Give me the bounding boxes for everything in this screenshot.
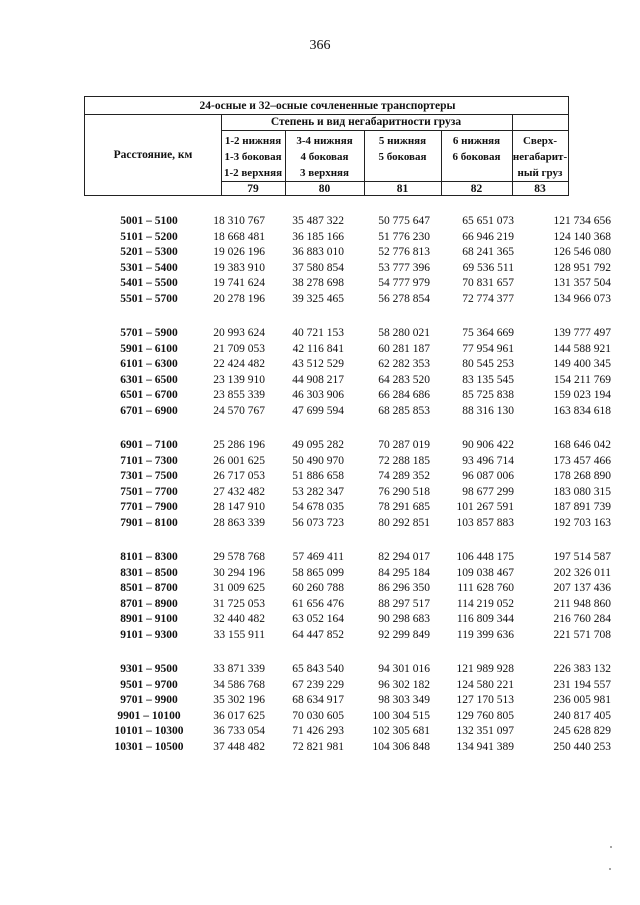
table-row — [0, 598, 640, 612]
tariff-value: 54 678 035 — [292, 501, 344, 514]
tariff-value: 36 017 625 — [213, 709, 265, 722]
distance-range: 9501 – 9700 — [120, 678, 178, 691]
distance-range: 5101 – 5200 — [120, 230, 178, 243]
table-row — [0, 679, 640, 693]
tariff-value: 22 424 482 — [213, 358, 265, 371]
tariff-value: 121 734 656 — [553, 215, 611, 227]
tariff-value: 128 951 792 — [553, 261, 611, 274]
tariff-value: 154 211 769 — [553, 373, 611, 386]
tariff-value: 75 364 669 — [462, 327, 514, 339]
column-header-79: 1-2 нижняя 1-3 боковая 1-2 верхняя — [223, 135, 283, 179]
tariff-value: 56 278 854 — [378, 293, 430, 305]
tariff-value: 173 457 466 — [553, 454, 611, 467]
table-row — [0, 262, 640, 276]
tariff-value: 93 496 714 — [462, 454, 514, 467]
tariff-value: 50 490 970 — [292, 454, 344, 467]
table-row — [0, 663, 640, 677]
tariff-value: 144 588 921 — [553, 342, 611, 355]
tariff-value: 26 001 625 — [213, 454, 265, 467]
distance-range: 5401 – 5500 — [120, 277, 178, 290]
table-row — [0, 567, 640, 581]
tariff-value: 231 194 557 — [553, 678, 611, 691]
tariff-value: 37 448 482 — [213, 741, 265, 753]
distance-range: 8701 – 8900 — [120, 597, 178, 610]
tariff-value: 50 775 647 — [378, 215, 430, 227]
tariff-value: 29 578 768 — [213, 551, 265, 563]
table-row — [0, 405, 640, 419]
tariff-value: 127 170 513 — [456, 694, 514, 707]
tariff-value: 149 400 345 — [553, 358, 611, 371]
tariff-value: 80 292 851 — [378, 517, 430, 529]
tariff-value: 38 278 698 — [292, 277, 344, 290]
table-row — [0, 358, 640, 372]
column-header-80: 3-4 нижняя 4 боковая 3 верхняя — [296, 135, 353, 179]
tariff-value: 65 651 073 — [462, 215, 514, 227]
tariff-value: 32 440 482 — [213, 613, 265, 626]
tariff-value: 96 302 182 — [378, 678, 430, 691]
scan-speck — [610, 846, 612, 848]
tariff-value: 132 351 097 — [456, 725, 514, 738]
tariff-value: 62 282 353 — [378, 358, 430, 371]
tariff-value: 92 299 849 — [378, 629, 430, 641]
header-divider — [221, 181, 568, 182]
column-header-82: 6 нижняя 6 боковая — [452, 135, 501, 163]
distance-range: 8101 – 8300 — [120, 551, 178, 563]
distance-range: 7901 – 8100 — [120, 517, 178, 529]
tariff-value: 94 301 016 — [378, 663, 430, 675]
tariff-value: 63 052 164 — [292, 613, 344, 626]
tariff-value: 84 295 184 — [378, 566, 430, 579]
tariff-value: 28 863 339 — [213, 517, 265, 529]
tariff-value: 68 285 853 — [378, 405, 430, 417]
tariff-value: 39 325 465 — [292, 293, 344, 305]
tariff-value: 57 469 411 — [292, 551, 344, 563]
tariff-value: 178 268 890 — [553, 470, 611, 483]
tariff-value: 21 709 053 — [213, 342, 265, 355]
tariff-value: 74 289 352 — [378, 470, 430, 483]
tariff-value: 207 137 436 — [553, 582, 611, 595]
tariff-value: 60 281 187 — [378, 342, 430, 355]
tariff-value: 129 760 805 — [456, 709, 514, 722]
tariff-value: 37 580 854 — [292, 261, 344, 274]
tariff-value: 71 426 293 — [292, 725, 344, 738]
tariff-value: 24 570 767 — [213, 405, 265, 417]
tariff-value: 70 831 657 — [462, 277, 514, 290]
tariff-value: 192 703 163 — [553, 517, 611, 529]
tariff-value: 202 326 011 — [553, 566, 611, 579]
table-row — [0, 455, 640, 469]
tariff-value: 36 185 166 — [292, 230, 344, 243]
tariff-value: 102 305 681 — [372, 725, 430, 738]
header-divider — [85, 114, 568, 115]
tariff-value: 126 546 080 — [553, 246, 611, 259]
distance-range: 5301 – 5400 — [120, 261, 178, 274]
column-header-83: Сверх- негабарит- ный груз — [512, 135, 568, 179]
tariff-value: 28 147 910 — [213, 501, 265, 514]
distance-range: 8501 – 8700 — [120, 582, 178, 595]
tariff-value: 96 087 006 — [462, 470, 514, 483]
tariff-value: 34 586 768 — [213, 678, 265, 691]
tariff-value: 139 777 497 — [553, 327, 611, 339]
column-number: 82 — [470, 183, 483, 195]
table-row — [0, 725, 640, 739]
tariff-value: 64 283 520 — [378, 373, 430, 386]
tariff-value: 36 883 010 — [292, 246, 344, 259]
tariff-value: 70 030 605 — [292, 709, 344, 722]
distance-range: 9101 – 9300 — [120, 629, 178, 641]
tariff-value: 19 383 910 — [213, 261, 265, 274]
tariff-value: 66 946 219 — [462, 230, 514, 243]
distance-range: 7501 – 7700 — [120, 485, 178, 498]
tariff-value: 60 260 788 — [292, 582, 344, 595]
tariff-value: 25 286 196 — [213, 439, 265, 451]
tariff-value: 168 646 042 — [553, 439, 611, 451]
tariff-value: 103 857 883 — [456, 517, 514, 529]
tariff-value: 52 776 813 — [378, 246, 430, 259]
tariff-value: 163 834 618 — [553, 405, 611, 417]
tariff-value: 116 809 344 — [456, 613, 514, 626]
column-header-81: 5 нижняя 5 боковая — [378, 135, 427, 163]
tariff-value: 36 733 054 — [213, 725, 265, 738]
table-row — [0, 470, 640, 484]
tariff-value: 90 298 683 — [378, 613, 430, 626]
distance-range: 7701 – 7900 — [120, 501, 178, 514]
tariff-value: 64 447 852 — [292, 629, 344, 641]
tariff-value: 114 219 052 — [456, 597, 514, 610]
column-number: 80 — [318, 183, 331, 195]
tariff-value: 42 116 841 — [292, 342, 344, 355]
tariff-value: 72 774 377 — [462, 293, 514, 305]
tariff-value: 72 288 185 — [378, 454, 430, 467]
tariff-value: 18 310 767 — [213, 215, 265, 227]
tariff-value: 69 536 511 — [462, 261, 514, 274]
tariff-value: 23 139 910 — [213, 373, 265, 386]
table-title: 24-осные и 32–осные сочлененные транспортеры — [199, 100, 456, 112]
distance-range: 10101 – 10300 — [114, 725, 184, 738]
tariff-value: 77 954 961 — [462, 342, 514, 355]
tariff-value: 90 906 422 — [462, 439, 514, 451]
table-row — [0, 613, 640, 627]
tariff-value: 124 140 368 — [553, 230, 611, 243]
tariff-value: 53 777 396 — [378, 261, 430, 274]
distance-range: 8301 – 8500 — [120, 566, 178, 579]
tariff-value: 53 282 347 — [292, 485, 344, 498]
tariff-value: 51 776 230 — [378, 230, 430, 243]
tariff-value: 131 357 504 — [553, 277, 611, 290]
tariff-value: 76 290 518 — [378, 485, 430, 498]
tariff-value: 33 871 339 — [213, 663, 265, 675]
tariff-value: 26 717 053 — [213, 470, 265, 483]
table-row — [0, 694, 640, 708]
tariff-value: 30 294 196 — [213, 566, 265, 579]
table-row — [0, 277, 640, 291]
tariff-value: 236 005 981 — [553, 694, 611, 707]
tariff-value: 240 817 405 — [553, 709, 611, 722]
table-row — [0, 374, 640, 388]
tariff-value: 85 725 838 — [462, 389, 514, 402]
distance-range: 6701 – 6900 — [120, 405, 178, 417]
distance-range: 5701 – 5900 — [120, 327, 178, 339]
tariff-value: 66 284 686 — [378, 389, 430, 402]
tariff-value: 47 699 594 — [292, 405, 344, 417]
tariff-value: 23 855 339 — [213, 389, 265, 402]
tariff-value: 98 677 299 — [462, 485, 514, 498]
tariff-value: 250 440 253 — [553, 741, 611, 753]
tariff-value: 119 399 636 — [456, 629, 514, 641]
page-number: 366 — [309, 38, 331, 53]
tariff-value: 19 741 624 — [213, 277, 265, 290]
tariff-value: 35 302 196 — [213, 694, 265, 707]
tariff-value: 197 514 587 — [553, 551, 611, 563]
table-row — [0, 551, 640, 565]
table-header — [84, 96, 569, 196]
table-row — [0, 629, 640, 643]
table-row — [0, 517, 640, 531]
distance-range: 10301 – 10500 — [114, 741, 184, 753]
tariff-value: 111 628 760 — [457, 582, 514, 595]
tariff-value: 20 278 196 — [213, 293, 265, 305]
tariff-value: 88 316 130 — [462, 405, 514, 417]
tariff-value: 27 432 482 — [213, 485, 265, 498]
table-row — [0, 710, 640, 724]
tariff-value: 98 303 349 — [378, 694, 430, 707]
tariff-value: 65 843 540 — [292, 663, 344, 675]
tariff-value: 20 993 624 — [213, 327, 265, 339]
tariff-value: 78 291 685 — [378, 501, 430, 514]
tariff-value: 67 239 229 — [292, 678, 344, 691]
distance-range: 6301 – 6500 — [120, 373, 178, 386]
tariff-value: 124 580 221 — [456, 678, 514, 691]
distance-range: 7101 – 7300 — [120, 454, 178, 467]
tariff-value: 68 241 365 — [462, 246, 514, 259]
distance-range: 9301 – 9500 — [120, 663, 178, 675]
scan-speck — [609, 868, 611, 870]
table-row — [0, 246, 640, 260]
distance-range: 6901 – 7100 — [120, 439, 178, 451]
tariff-value: 19 026 196 — [213, 246, 265, 259]
tariff-value: 101 267 591 — [456, 501, 514, 514]
tariff-value: 56 073 723 — [292, 517, 344, 529]
table-row — [0, 389, 640, 403]
column-number: 81 — [396, 183, 409, 195]
table-row — [0, 582, 640, 596]
table-row — [0, 293, 640, 307]
table-row — [0, 501, 640, 515]
tariff-value: 68 634 917 — [292, 694, 344, 707]
table-row — [0, 741, 640, 755]
tariff-value: 31 009 625 — [213, 582, 265, 595]
tariff-value: 80 545 253 — [462, 358, 514, 371]
distance-range: 7301 – 7500 — [120, 470, 178, 483]
tariff-value: 18 668 481 — [213, 230, 265, 243]
table-row — [0, 327, 640, 341]
table-subtitle: Степень и вид негабаритности груза — [270, 116, 462, 128]
tariff-value: 245 628 829 — [553, 725, 611, 738]
distance-column-header: Расстояние, км — [113, 149, 193, 161]
tariff-value: 51 886 658 — [292, 470, 344, 483]
tariff-value: 106 448 175 — [456, 551, 514, 563]
distance-range: 6501 – 6700 — [120, 389, 178, 402]
tariff-value: 159 023 194 — [553, 389, 611, 402]
table-row — [0, 343, 640, 357]
tariff-value: 226 383 132 — [553, 663, 611, 675]
distance-range: 9901 – 10100 — [117, 709, 181, 722]
distance-range: 5901 – 6100 — [120, 342, 178, 355]
header-divider — [221, 130, 568, 131]
tariff-value: 109 038 467 — [456, 566, 514, 579]
tariff-value: 44 908 217 — [292, 373, 344, 386]
tariff-value: 46 303 906 — [292, 389, 344, 402]
distance-range: 6101 – 6300 — [120, 358, 178, 371]
tariff-value: 100 304 515 — [372, 709, 430, 722]
tariff-value: 33 155 911 — [213, 629, 265, 641]
tariff-value: 134 966 073 — [553, 293, 611, 305]
tariff-value: 183 080 315 — [553, 485, 611, 498]
tariff-value: 86 296 350 — [378, 582, 430, 595]
tariff-value: 187 891 739 — [553, 501, 611, 514]
table-row — [0, 215, 640, 229]
tariff-value: 49 095 282 — [292, 439, 344, 451]
tariff-value: 31 725 053 — [213, 597, 265, 610]
distance-range: 8901 – 9100 — [120, 613, 178, 626]
table-row — [0, 439, 640, 453]
distance-range: 5201 – 5300 — [120, 246, 178, 259]
tariff-value: 82 294 017 — [378, 551, 430, 563]
tariff-value: 221 571 708 — [553, 629, 611, 641]
tariff-value: 121 989 928 — [456, 663, 514, 675]
tariff-value: 58 865 099 — [292, 566, 344, 579]
tariff-value: 58 280 021 — [378, 327, 430, 339]
table-row — [0, 231, 640, 245]
tariff-value: 211 948 860 — [553, 597, 611, 610]
tariff-value: 40 721 153 — [292, 327, 344, 339]
tariff-value: 43 512 529 — [292, 358, 344, 371]
tariff-value: 88 297 517 — [378, 597, 430, 610]
tariff-value: 54 777 979 — [378, 277, 430, 290]
tariff-value: 104 306 848 — [372, 741, 430, 753]
tariff-value: 134 941 389 — [456, 741, 514, 753]
tariff-value: 70 287 019 — [378, 439, 430, 451]
tariff-value: 83 135 545 — [462, 373, 514, 386]
tariff-value: 216 760 284 — [553, 613, 611, 626]
tariff-value: 72 821 981 — [292, 741, 344, 753]
tariff-value: 61 656 476 — [292, 597, 344, 610]
column-number: 83 — [534, 183, 546, 195]
table-row — [0, 486, 640, 500]
distance-range: 5001 – 5100 — [120, 215, 178, 227]
distance-range: 9701 – 9900 — [120, 694, 178, 707]
distance-range: 5501 – 5700 — [120, 293, 178, 305]
column-number: 79 — [247, 183, 259, 195]
tariff-value: 35 487 322 — [292, 215, 344, 227]
